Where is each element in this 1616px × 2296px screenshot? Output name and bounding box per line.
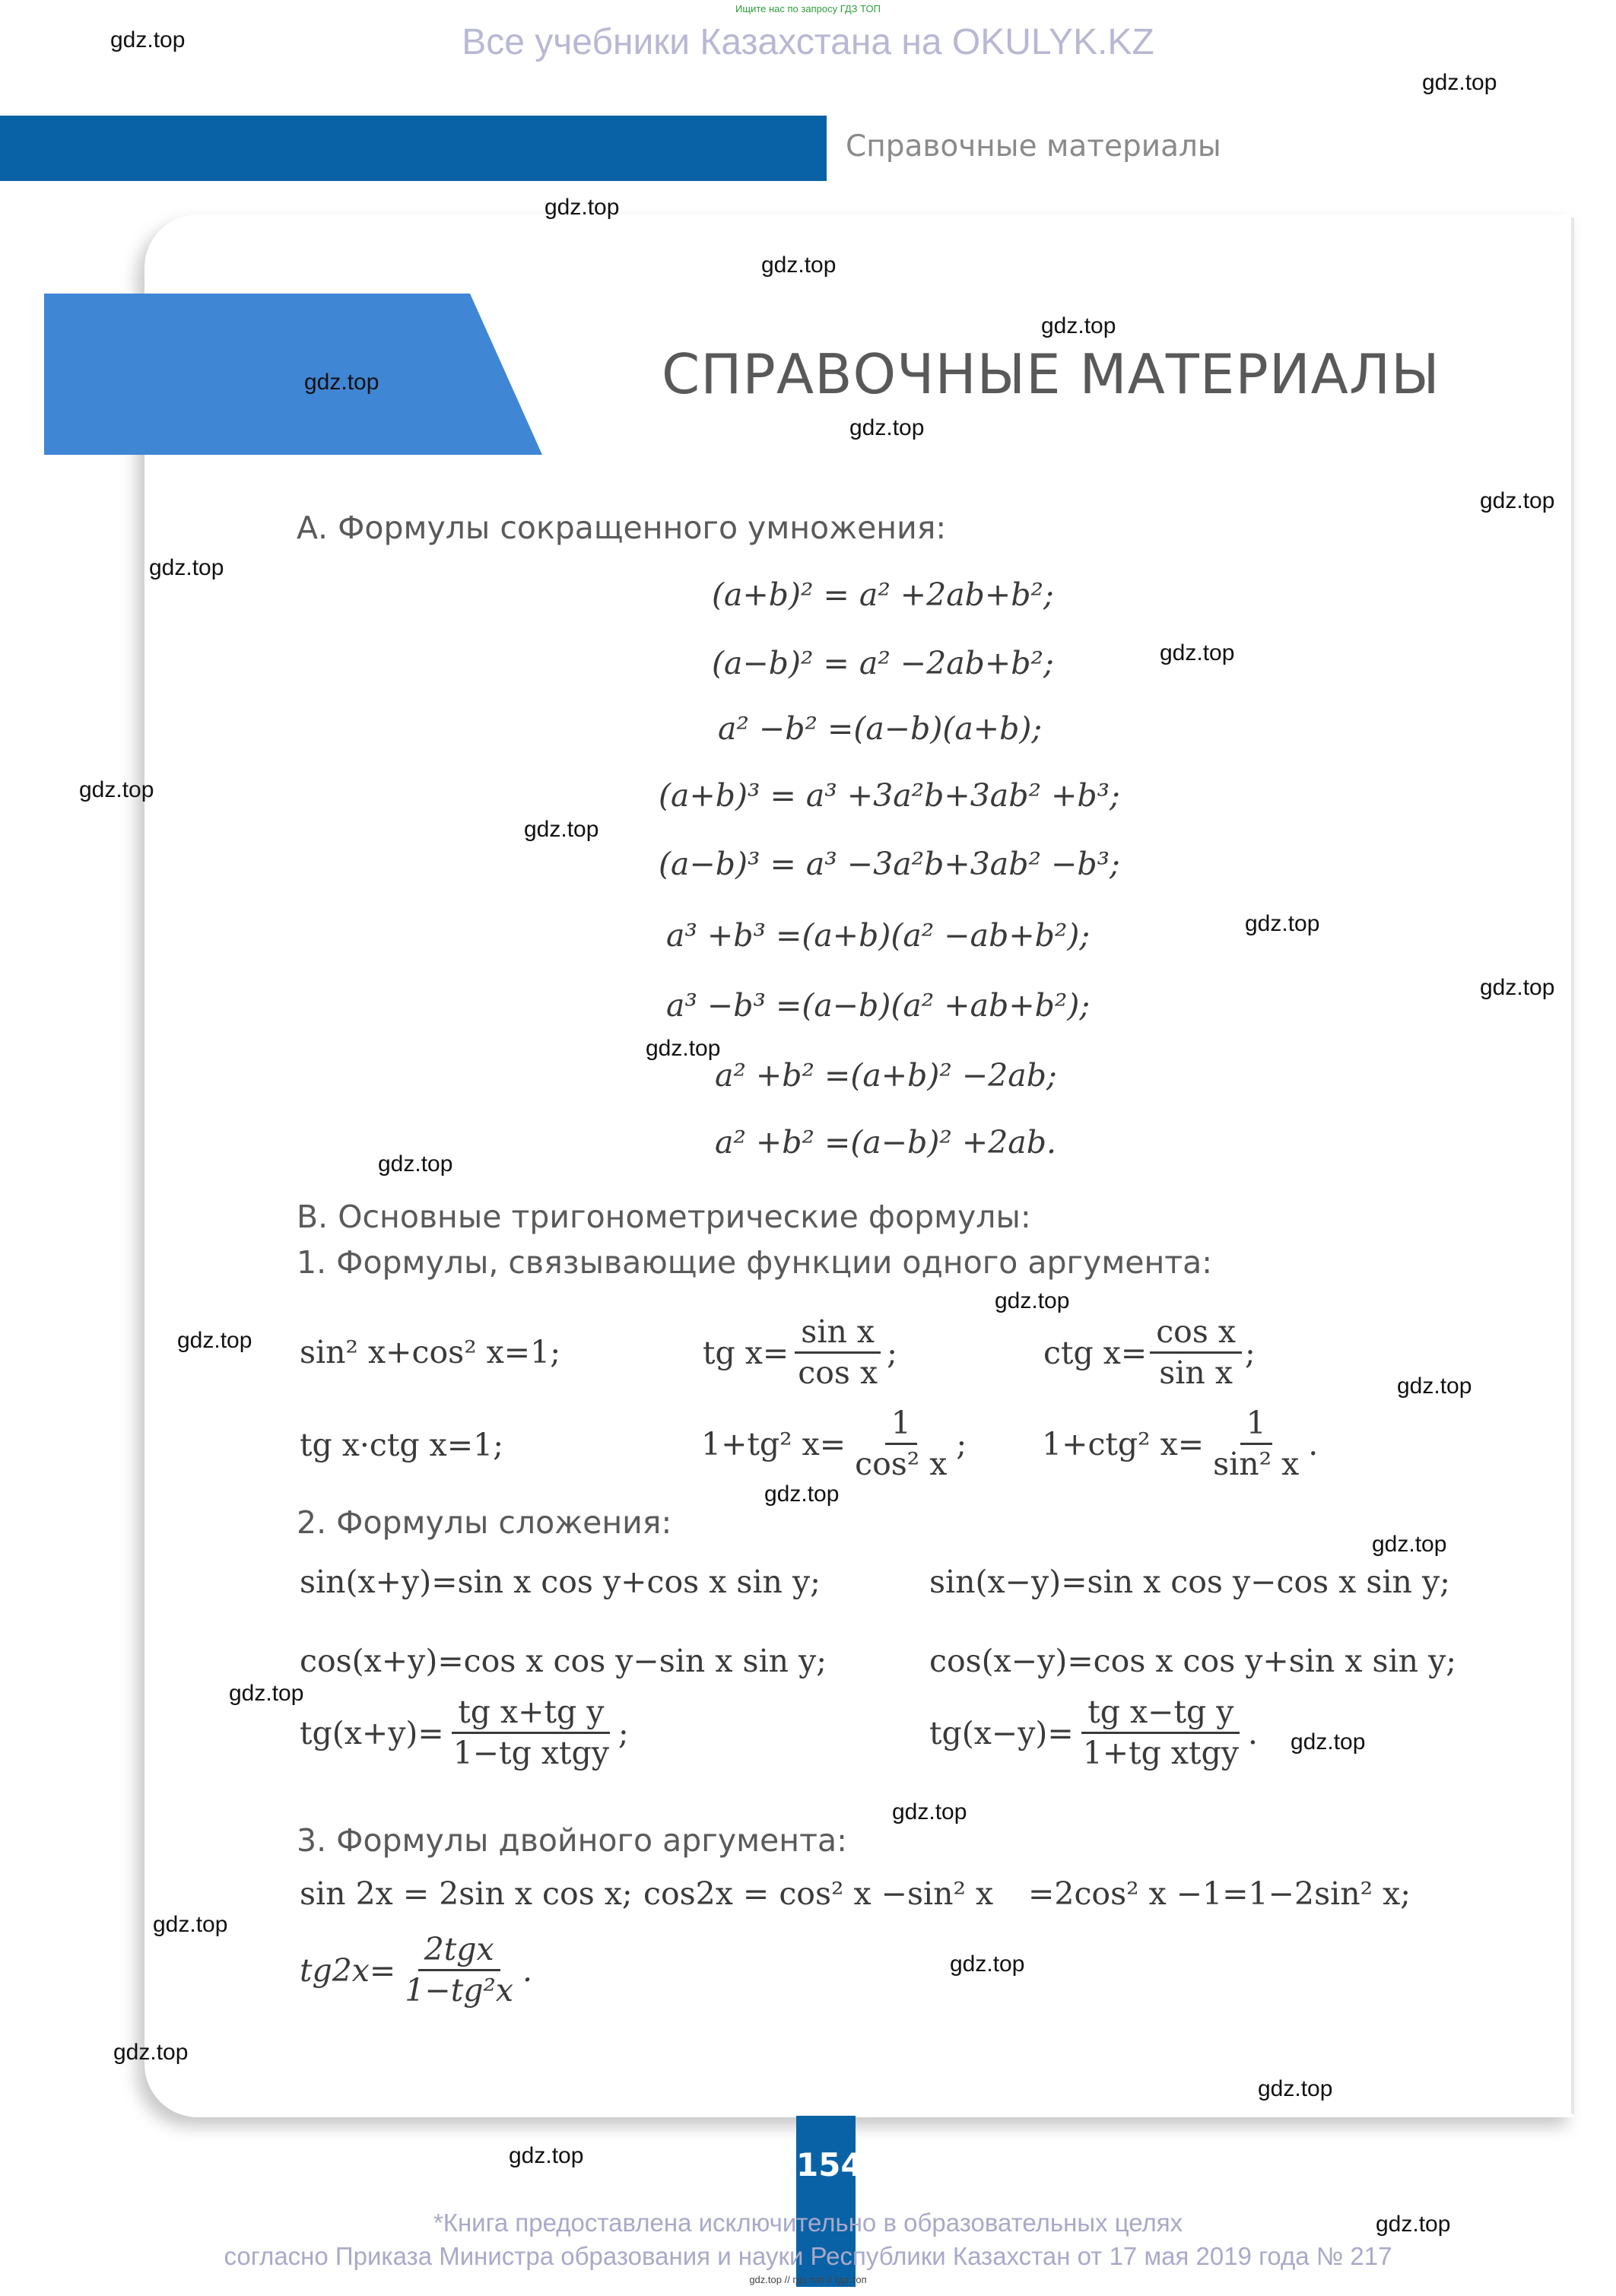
watermark: gdz.top: [1258, 2076, 1333, 2101]
ctg-square-den: sin² x: [1213, 1446, 1300, 1483]
formula-a8: a² +b² =(a+b)² −2ab;: [715, 1057, 1057, 1094]
formula-tgctg: tg x·ctg x=1;: [300, 1427, 504, 1463]
tg-def-lhs: tg x=: [703, 1334, 789, 1371]
watermark: gdz.top: [113, 2040, 189, 2065]
tg2x-lhs: tg2x=: [300, 1951, 396, 1989]
footer-tiny: gdz.top // гдз топ // гдз.топ: [749, 2274, 867, 2285]
formula-cos2x: cos2x = cos² x −sin² x: [643, 1875, 994, 1912]
tg-square-lhs: 1+tg² x=: [701, 1425, 846, 1462]
tg-square-fraction: [849, 1405, 953, 1482]
formula-tg-minus: [929, 1694, 1258, 1771]
ctg-def-den: sin x: [1159, 1354, 1233, 1392]
watermark: gdz.top: [1376, 2212, 1451, 2237]
ctg-def-lhs: ctg x=: [1043, 1334, 1148, 1371]
watermark: gdz.top: [995, 1288, 1070, 1313]
formula-sin-minus: sin(x−y)=sin x cos y−cos x sin y;: [929, 1564, 1450, 1600]
tg-plus-num: tg x+tg y: [452, 1694, 610, 1734]
corner-trapezoid: [44, 294, 542, 455]
watermark: gdz.top: [761, 252, 837, 278]
corner-decoration: [44, 294, 542, 455]
tg2x-den: 1−tg²x: [405, 1972, 514, 2009]
ctg-square-fraction: [1207, 1405, 1305, 1482]
tg2x-fraction: [398, 1932, 519, 2009]
section-b-sub3: 3. Формулы двойного аргумента:: [297, 1822, 847, 1859]
formula-tg2x: [300, 1932, 532, 2009]
tg-plus-lhs: tg(x+y)=: [300, 1714, 444, 1751]
tg-plus-fraction: [447, 1694, 615, 1771]
formula-a5: (a−b)³ = a³ −3a²b+3ab² −b³;: [659, 846, 1120, 882]
watermark: gdz.top: [1397, 1373, 1472, 1399]
watermark: gdz.top: [509, 2143, 584, 2168]
formula-ctg-square: [1042, 1405, 1318, 1482]
formula-cos2x-alt: =2cos² x −1=1−2sin² x;: [1028, 1875, 1411, 1912]
watermark: gdz.top: [149, 555, 224, 580]
ctg-square-lhs: 1+ctg² x=: [1042, 1425, 1205, 1462]
watermark: gdz.top: [110, 27, 186, 52]
formula-cos-plus: cos(x+y)=cos x cos y−sin x sin y;: [300, 1643, 827, 1679]
watermark: gdz.top: [1372, 1532, 1447, 1557]
section-b-sub1: 1. Формулы, связывающие функции одного аргумента:: [297, 1244, 1213, 1281]
tg-def-den: cos x: [798, 1354, 878, 1392]
formula-a3: a² −b² =(a−b)(a+b);: [718, 710, 1043, 747]
formula-a1: (a+b)² = a² +2ab+b²;: [712, 576, 1054, 613]
formula-tg-def: [703, 1314, 897, 1391]
watermark: gdz.top: [646, 1036, 721, 1061]
tg-square-num: 1: [885, 1405, 917, 1445]
formula-tg-plus: [300, 1694, 629, 1771]
watermark: gdz.top: [153, 1912, 228, 1937]
watermark: gdz.top: [304, 370, 379, 395]
page-number: 154: [796, 2146, 863, 2183]
footer-line-2: согласно Приказа Министра образования и науки Республики Казахстан от 17 мая 2019 года № 217: [224, 2242, 1392, 2270]
watermark: gdz.top: [1422, 70, 1497, 95]
formula-ctg-def: [1043, 1314, 1256, 1391]
watermark: gdz.top: [79, 777, 154, 802]
section-b-heading: В. Основные тригонометрические формулы:: [297, 1199, 1031, 1235]
page-title: СПРАВОЧНЫЕ МАТЕРИАЛЫ: [662, 342, 1440, 406]
formula-a4: (a+b)³ = a³ +3a²b+3ab² +b³;: [659, 777, 1120, 814]
site-banner[interactable]: Все учебники Казахстана на OKULYK.KZ: [462, 22, 1154, 62]
watermark: gdz.top: [1160, 640, 1235, 665]
ctg-def-num: cos x: [1150, 1314, 1242, 1354]
watermark: gdz.top: [1480, 488, 1555, 513]
formula-tg-square: [701, 1405, 967, 1482]
watermark: gdz.top: [177, 1328, 252, 1353]
watermark: gdz.top: [849, 415, 925, 440]
tg-plus-semicolon: ;: [618, 1714, 629, 1751]
ctg-def-fraction: [1150, 1314, 1242, 1391]
footer-line-1: *Книга предоставлена исключительно в образовательных целях: [433, 2209, 1183, 2237]
watermark: gdz.top: [524, 817, 599, 842]
formula-a6: a³ +b³ =(a+b)(a² −ab+b²);: [666, 917, 1091, 954]
formula-cos-minus: cos(x−y)=cos x cos y+sin x sin y;: [929, 1643, 1457, 1679]
header-label: Справочные материалы: [846, 129, 1221, 164]
tg-def-num: sin x: [795, 1314, 881, 1354]
tg-minus-den: 1+tg xtgy: [1082, 1735, 1239, 1772]
tg-minus-num: tg x−tg y: [1081, 1694, 1240, 1734]
ctg-square-num: 1: [1240, 1405, 1272, 1445]
formula-sin2x: sin 2x = 2sin x cos x;: [300, 1875, 633, 1912]
tg2x-num: 2tgx: [418, 1932, 500, 1971]
ctg-square-period: .: [1308, 1425, 1319, 1462]
section-a-heading: А. Формулы сокращенного умножения:: [297, 510, 947, 546]
formula-a9: a² +b² =(a−b)² +2ab.: [715, 1124, 1056, 1161]
tg-square-den: cos² x: [855, 1446, 948, 1483]
tg-def-fraction: [792, 1314, 884, 1391]
tg-square-semicolon: ;: [956, 1425, 967, 1462]
watermark: gdz.top: [544, 195, 620, 220]
watermark: gdz.top: [1245, 911, 1320, 936]
header-bar: [0, 116, 827, 181]
section-b-sub2: 2. Формулы сложения:: [297, 1504, 672, 1541]
tg-plus-den: 1−tg xtgy: [452, 1735, 609, 1772]
watermark: gdz.top: [1291, 1729, 1366, 1755]
ctg-def-semicolon: ;: [1245, 1334, 1256, 1371]
tg-minus-period: .: [1247, 1714, 1258, 1751]
promo-text: Ищите нас по запросу ГДЗ ТОП: [735, 3, 881, 14]
watermark: gdz.top: [892, 1799, 967, 1824]
watermark: gdz.top: [229, 1681, 304, 1706]
watermark: gdz.top: [764, 1481, 840, 1507]
tg2x-period: .: [522, 1951, 533, 1989]
formula-sin-plus: sin(x+y)=sin x cos y+cos x sin y;: [300, 1564, 821, 1600]
formula-a7: a³ −b³ =(a−b)(a² +ab+b²);: [666, 987, 1091, 1024]
formula-a2: (a−b)² = a² −2ab+b²;: [712, 645, 1054, 681]
watermark: gdz.top: [1041, 313, 1116, 338]
watermark: gdz.top: [378, 1151, 453, 1177]
tg-def-semicolon: ;: [887, 1334, 897, 1371]
formula-identity: sin² x+cos² x=1;: [300, 1334, 561, 1370]
tg-minus-fraction: [1077, 1694, 1245, 1771]
panel-edge: [1571, 218, 1574, 2114]
watermark: gdz.top: [950, 1951, 1025, 1977]
watermark: gdz.top: [1480, 975, 1555, 1000]
tg-minus-lhs: tg(x−y)=: [929, 1714, 1074, 1751]
